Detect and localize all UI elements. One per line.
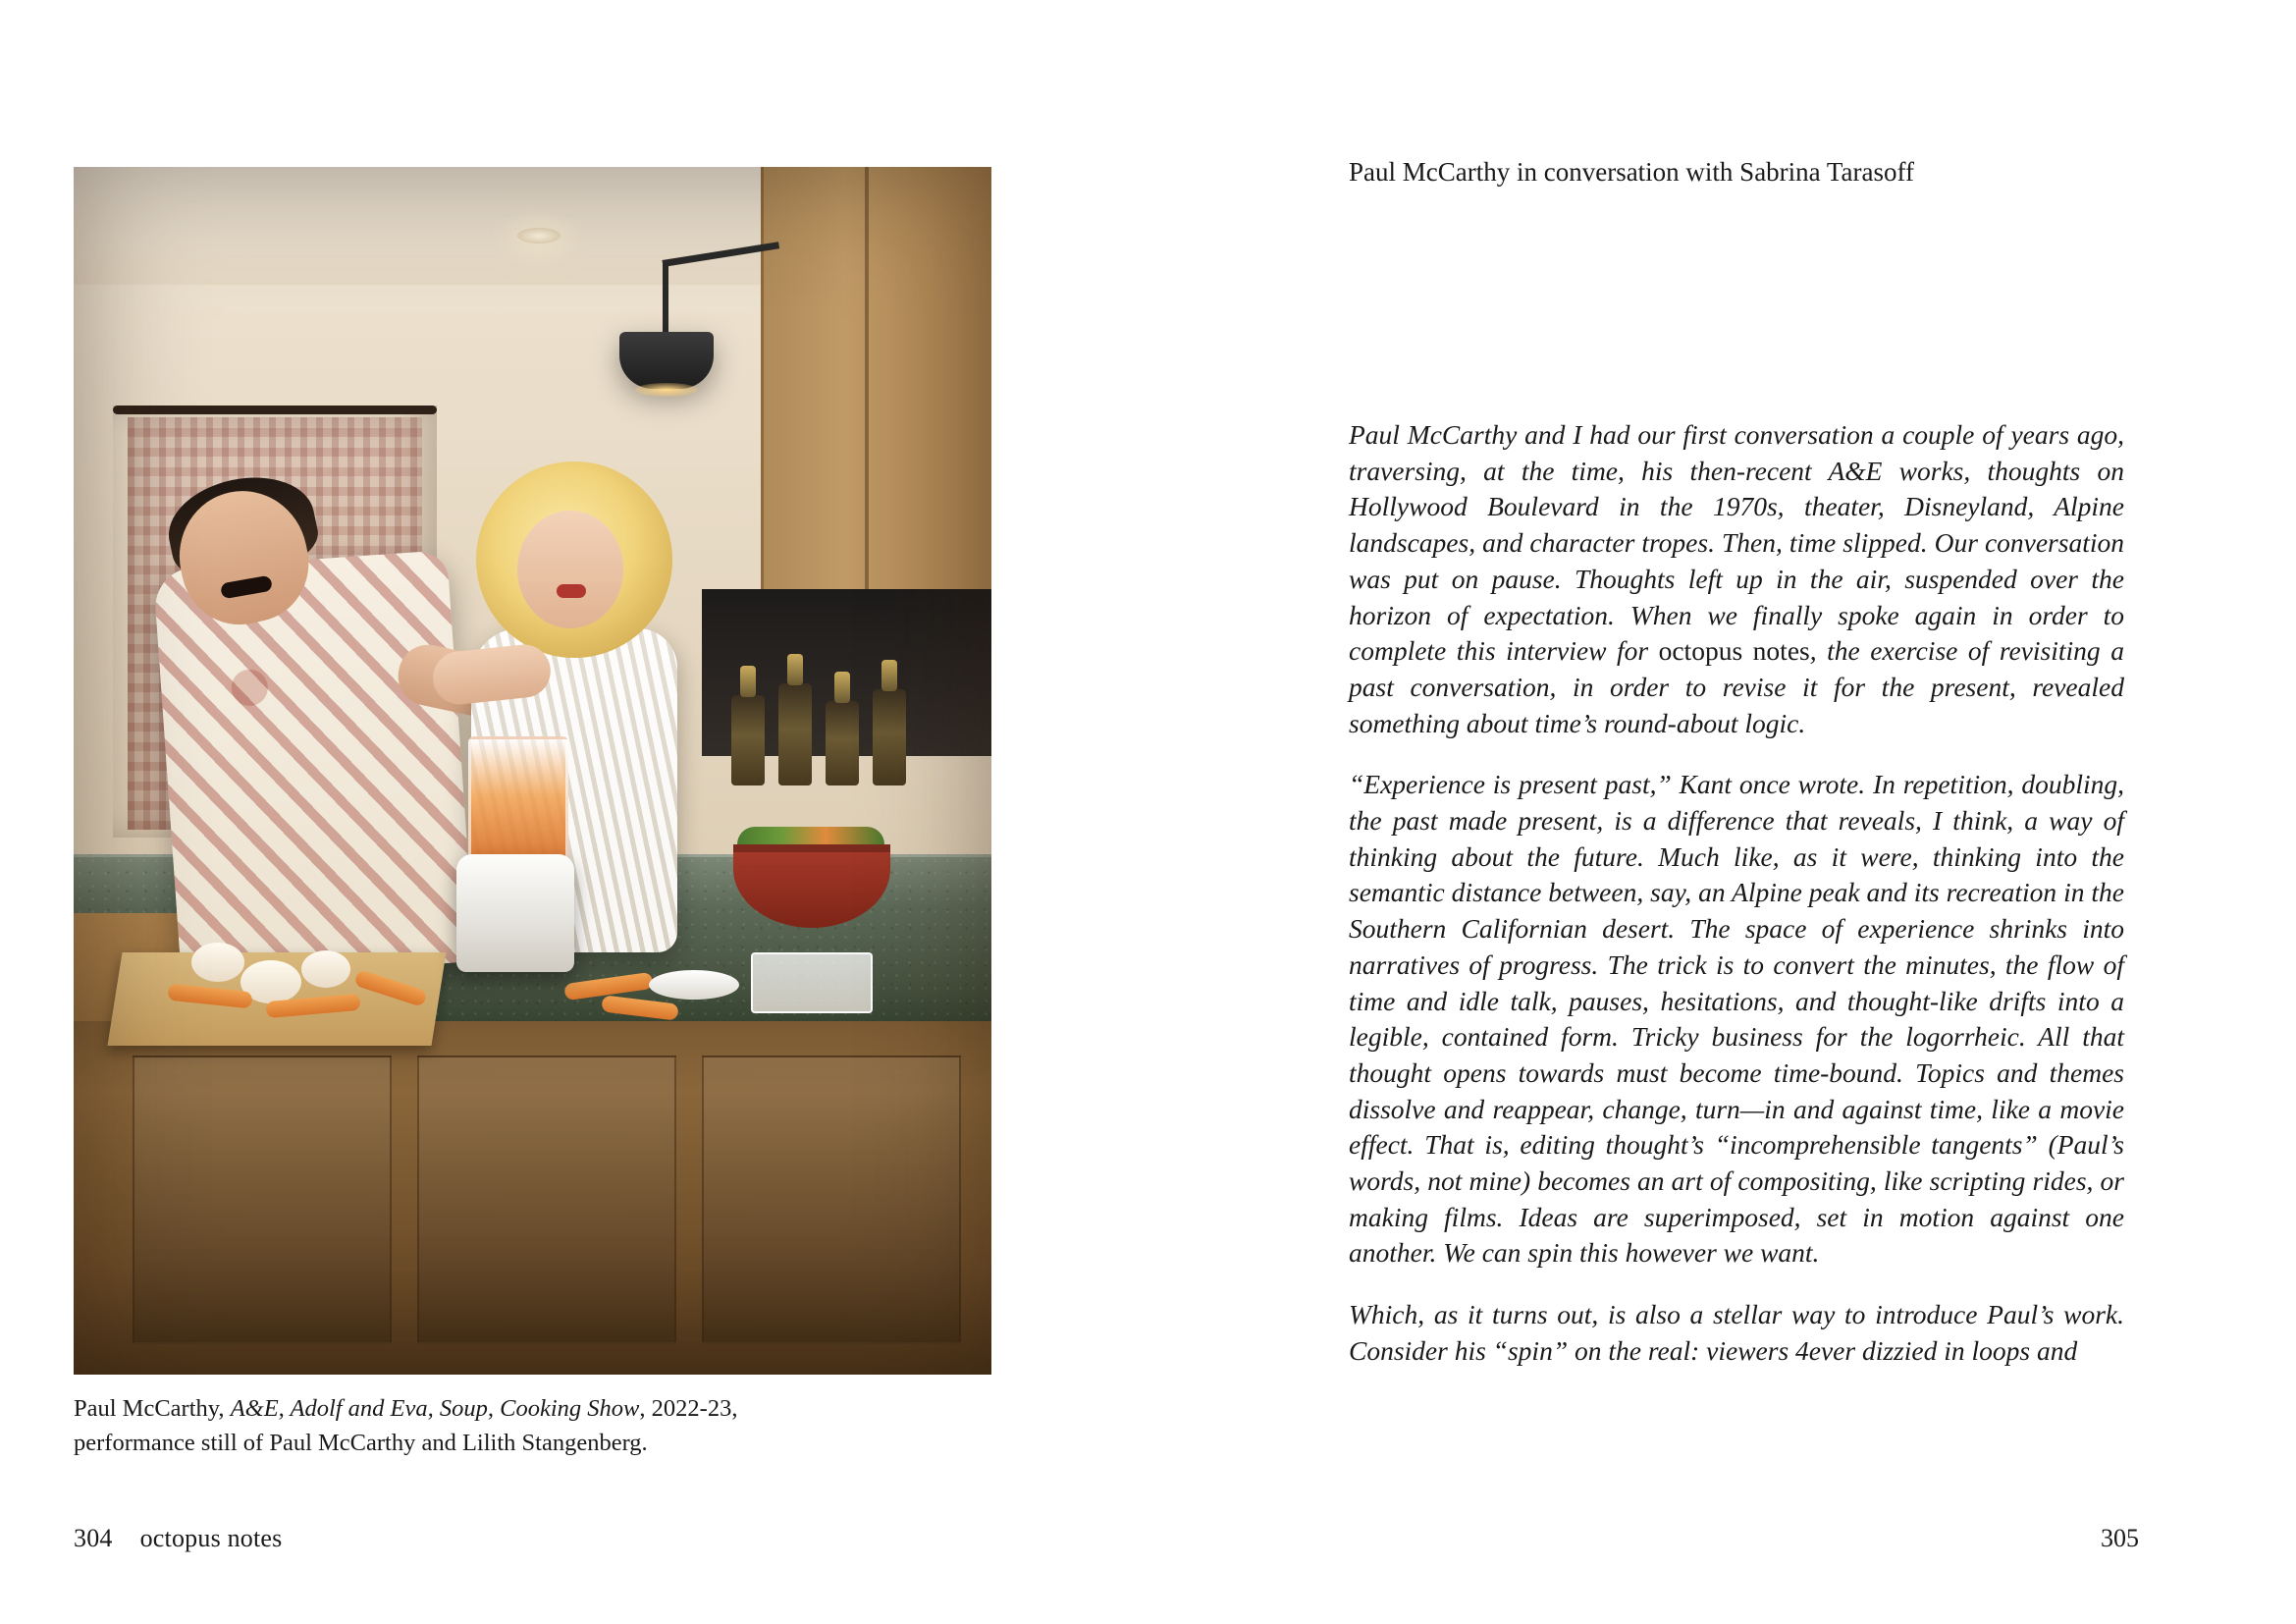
caption-work-title: A&E, Adolf and Eva, Soup, Cooking Show: [230, 1395, 640, 1422]
photo-island-panel: [133, 1056, 392, 1344]
photo-pendant-lamp: [619, 332, 714, 389]
paragraph-1: [1349, 417, 2124, 741]
figure-caption: [74, 1392, 996, 1461]
caption-date: , 2022-23,: [639, 1395, 738, 1422]
paragraph-3: [1349, 1297, 2124, 1369]
publication-title: octopus notes: [139, 1524, 283, 1552]
paragraph-3-text: Which, as it turns out, is also a stellar way to introduce Paul’s work. Consider his “spin” on the real: viewers 4ever dizzied in loops and: [1349, 1299, 2124, 1366]
paragraph-1-segment-italic-a: Paul McCarthy and I had our first conversation a couple of years ago, traversing, at the time, his then-recent A&E works, thoughts on Hollywood Boulevard in the 1970s, theater, Disneyland, Alpine landscapes, and character tropes. Then, time slipped. Our conversation was put on pause. Thoughts left up in the air, suspended over the horizon of expectation. When we finally spoke again in order to complete this interview for: [1349, 419, 2124, 667]
photo-ceiling-light: [517, 228, 561, 244]
paragraph-2-text: “Experience is present past,” Kant once wrote. In repetition, doubling, the past made present, is a difference that reveals, I think, a way of thinking about the future. Much like, as it were, thinking into the semantic distance between, say, an Alpine peak and its recreation in the Southern Californian desert. The space of experience shrinks into narratives of progress. The trick is to convert the minutes, the flow of time and idle talk, pauses, hesitations, and thought-like drifts into a legible, contained form. Tricky business for the logorrheic. All that thought opens towards must become time-bound. Topics and themes dissolve and reappear, change, turn—in and against time, like a movie effect. That is, editing thought’s “incomprehensible tangents” (Paul’s words, not mine) becomes an art of compositing, like scripting rides, or making films. Ideas are superimposed, set in motion against one another. We can spin this however we want.: [1349, 769, 2124, 1269]
photo-island-panel: [417, 1056, 676, 1344]
body-text-column: [1349, 417, 2124, 1370]
page-number-right: 305: [2101, 1524, 2139, 1552]
paragraph-1-segment-italic-b: , the exercise of revisiting a past conversation, in order to revise it for the present, revealed something about time’s round-about logic.: [1349, 635, 2124, 738]
photo-onion-slice: [301, 950, 350, 988]
photo-blender-base: [456, 854, 574, 972]
photo-onion-slice: [191, 943, 244, 982]
photo-curtain-rod: [113, 406, 437, 414]
figure-photograph: [74, 167, 991, 1375]
photo-island-panel: [702, 1056, 961, 1344]
photo-bottle-group: [721, 628, 947, 785]
performance-still-photograph: [74, 167, 991, 1375]
photo-figure-woman-lips: [557, 584, 586, 598]
photo-figure-man-body: [153, 550, 476, 982]
paragraph-1-segment-roman: octopus notes: [1658, 635, 1810, 667]
photo-produce-tray: [751, 952, 873, 1013]
photo-figure-woman-head: [517, 511, 623, 628]
running-head: Paul McCarthy in conversation with Sabrina Tarasoff: [1349, 157, 1914, 187]
photo-blender-jar: [468, 736, 568, 870]
caption-credit-lead: Paul McCarthy,: [74, 1395, 231, 1422]
caption-second-line: performance still of Paul McCarthy and Lilith Stangenberg.: [74, 1429, 648, 1456]
folio-left: [74, 1524, 282, 1553]
paragraph-2: [1349, 767, 2124, 1272]
right-page: [1148, 0, 2296, 1624]
page-number-left: 304: [74, 1524, 113, 1552]
photo-pendant-rod: [663, 260, 668, 339]
photo-plate-stack: [649, 970, 739, 1000]
